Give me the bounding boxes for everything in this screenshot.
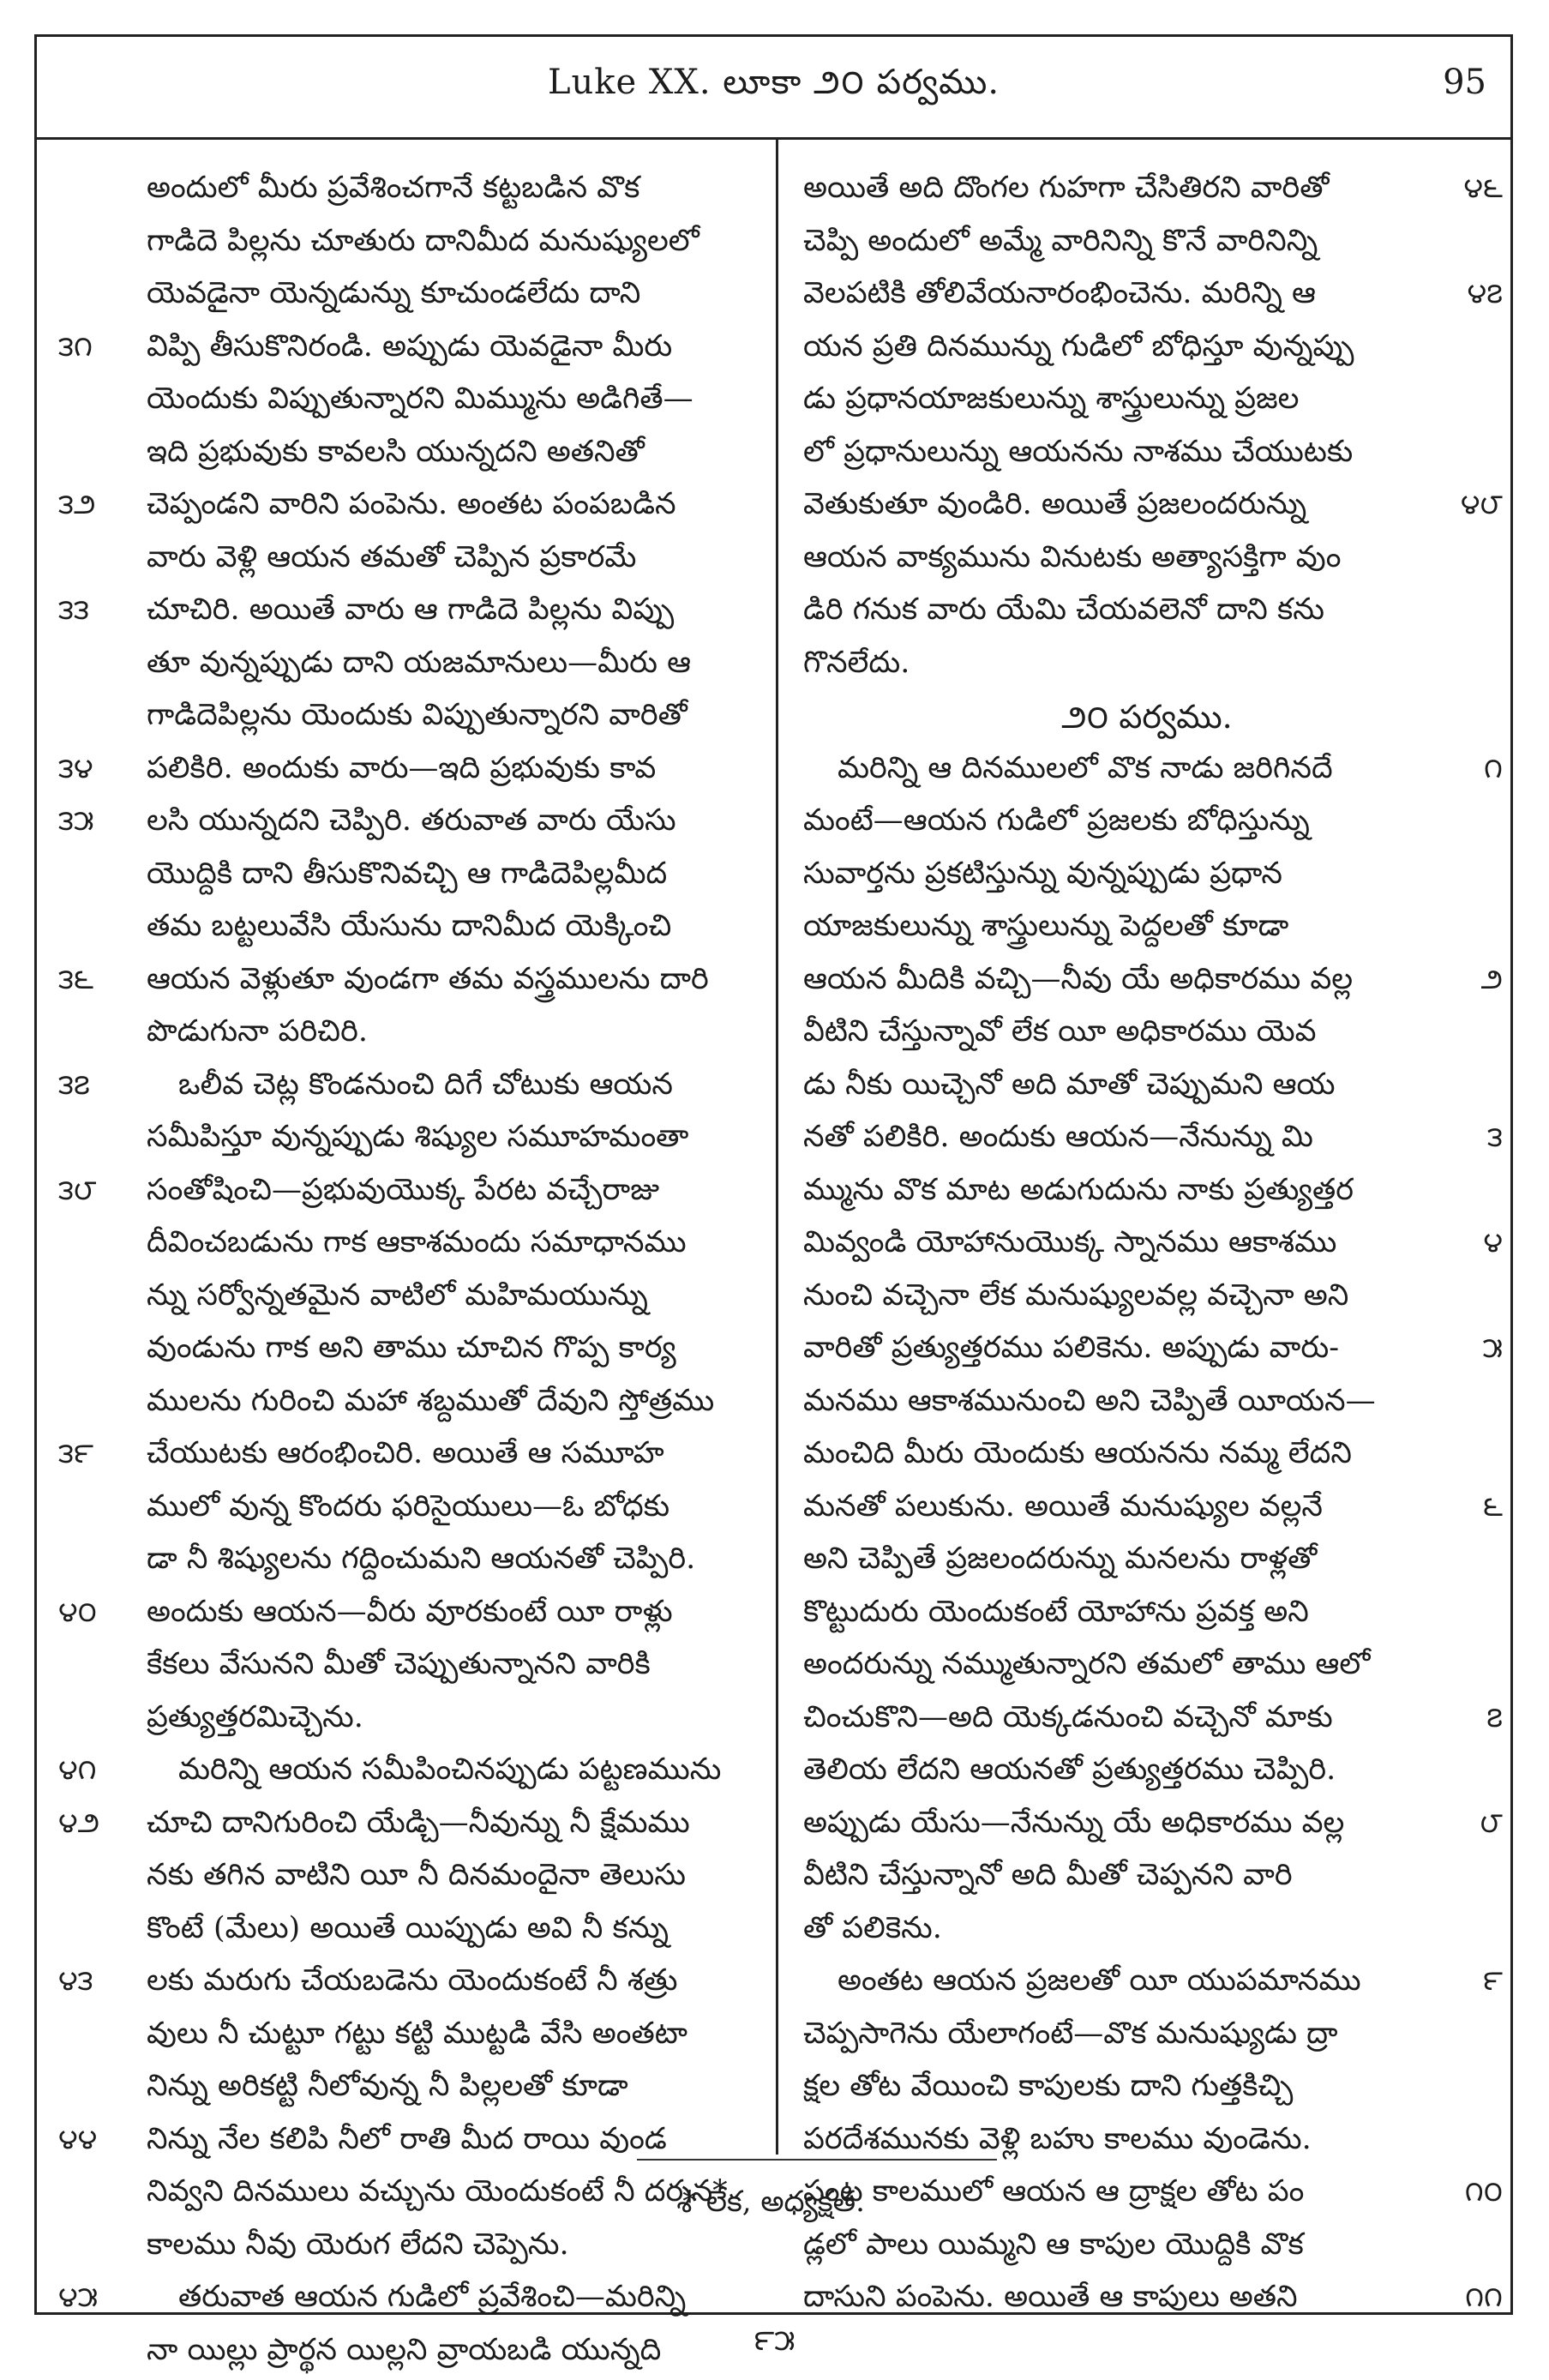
verse-text: పరదేశమునకు వెళ్లి బహు కాలము వుండెను. bbox=[803, 2122, 1312, 2163]
verse-text: సంతోషించి—ప్రభువుయొక్క పేరట వచ్చేరాజు bbox=[147, 1173, 659, 1214]
text-line bbox=[784, 587, 1510, 640]
text-line bbox=[37, 430, 774, 483]
text-line bbox=[784, 746, 1510, 799]
text-line bbox=[784, 376, 1510, 430]
verse-text: పలికిరి. అందుకు వారు—ఇది ప్రభువుకు కావ bbox=[147, 751, 656, 792]
verse-number: ౪౩ bbox=[58, 1963, 144, 2004]
text-line bbox=[37, 1062, 774, 1115]
verse-number: ౬ bbox=[1483, 1489, 1503, 1530]
text-line bbox=[37, 1747, 774, 1800]
verse-text: అందుకు ఆయన—వీరు వూరకుంటే యీ రాళ్లు bbox=[147, 1595, 673, 1636]
verse-text: చించుకొని—అది యెక్కడనుంచి వచ్చెనో మాకు bbox=[803, 1700, 1333, 1741]
verse-text: తమ బట్టలువేసి యేసును దానిమీద యెక్కించి bbox=[147, 909, 671, 950]
verse-number: ౨ bbox=[1480, 962, 1503, 1002]
chapter-heading-text: ౨౦ పర్వము. bbox=[1061, 698, 1233, 744]
text-line bbox=[784, 1325, 1510, 1379]
text-line bbox=[784, 1853, 1510, 1906]
text-line bbox=[784, 1009, 1510, 1062]
verse-text: గాడిదె పిల్లను చూతురు దానిమీద మనుష్యులలో bbox=[147, 224, 699, 265]
verse-text: లసి యున్నదని చెప్పిరి. తరువాత వారు యేసు bbox=[147, 803, 676, 844]
verse-text: మరిన్ని ఆయన సమీపించినప్పుడు పట్టణమును bbox=[178, 1752, 721, 1794]
text-line bbox=[784, 271, 1510, 324]
text-line bbox=[784, 2275, 1510, 2328]
text-line bbox=[37, 1325, 774, 1379]
verse-number: ౩౭ bbox=[58, 1067, 144, 1108]
verse-text: యొద్దికి దాని తీసుకొనివచ్చి ఆ గాడిదెపిల్లమీద bbox=[147, 856, 667, 898]
verse-text: మరిన్ని ఆ దినములలో వొక నాడు జరిగినదే bbox=[838, 751, 1333, 792]
verse-number: ౩౮ bbox=[58, 1173, 144, 1213]
text-line bbox=[37, 1695, 774, 1748]
verse-text: నా యిల్లు ప్రార్థన యిల్లని వ్రాయబడి యున్నది bbox=[147, 2333, 661, 2374]
text-line bbox=[37, 535, 774, 588]
text-line bbox=[37, 1536, 774, 1590]
text-line bbox=[784, 535, 1510, 588]
text-line bbox=[784, 2117, 1510, 2170]
verse-text: ఒలీవ చెట్ల కొండనుంచి దిగే చోటుకు ఆయన bbox=[178, 1067, 673, 1109]
text-line bbox=[784, 2222, 1510, 2275]
verse-text: నిన్ను అరికట్టి నీలోవున్న నీ పిల్లలతో కూడా bbox=[147, 2069, 628, 2110]
verse-number: ౪౧ bbox=[58, 1752, 144, 1793]
text-line bbox=[37, 1853, 774, 1906]
text-line bbox=[37, 957, 774, 1010]
verse-number: ౪ bbox=[1483, 1225, 1503, 1265]
text-line bbox=[784, 904, 1510, 957]
verse-text: డిరి గనుక వారు యేమి చేయవలెనో దాని కను bbox=[803, 592, 1324, 634]
text-line bbox=[784, 1431, 1510, 1484]
verse-text: చెప్పసాగెను యేలాగంటే—వొక మనుష్యుడు ద్రా bbox=[803, 2016, 1338, 2058]
right-column bbox=[784, 165, 1510, 2328]
text-line bbox=[784, 1747, 1510, 1800]
verse-number: ౮ bbox=[1480, 1806, 1504, 1846]
text-line bbox=[37, 219, 774, 272]
verse-text: లకు మరుగు చేయబడెను యెందుకంటే నీ శత్రు bbox=[147, 1963, 677, 2004]
text-line bbox=[784, 324, 1510, 377]
verse-text: డ్లలో పాలు యిమ్మని ఆ కాపుల యొద్దికి వొక bbox=[803, 2227, 1304, 2269]
verse-text: నతో పలికిరి. అందుకు ఆయన—నేనున్ను మి bbox=[803, 1120, 1313, 1161]
text-line bbox=[784, 2011, 1510, 2064]
verse-text: డు నీకు యిచ్చెనో అది మాతో చెప్పుమని ఆయ bbox=[803, 1067, 1336, 1109]
verse-text: చెప్పి అందులో అమ్మే వారినిన్ని కొనే వారినిన్ని bbox=[803, 224, 1318, 265]
text-line bbox=[784, 1906, 1510, 1959]
verse-text: కొంటే (మేలు) అయితే యిప్పుడు అవి నీ కన్ను bbox=[147, 1911, 669, 1952]
text-line bbox=[784, 1062, 1510, 1115]
verse-text: ఆయన వాక్యమును వినుటకు అత్యాసక్తిగా వుం bbox=[803, 540, 1341, 581]
text-line bbox=[784, 430, 1510, 483]
verse-text: డా నీ శిష్యులను గద్దించుమని ఆయనతో చెప్పిరి. bbox=[147, 1542, 695, 1583]
verse-number: ౩౬ bbox=[58, 962, 144, 1002]
verse-text: తరువాత ఆయన గుడిలో ప్రవేశించి—మరిన్ని bbox=[178, 2280, 686, 2321]
verse-text: కేకలు వేసునని మీతో చెప్పుతున్నానని వారికి bbox=[147, 1647, 651, 1688]
verse-text: తెలియ లేదని ఆయనతో ప్రత్యుత్తరము చెప్పిరి. bbox=[803, 1752, 1336, 1794]
verse-text: సువార్తను ప్రకటిస్తున్ను వున్నప్పుడు ప్రధాన bbox=[803, 856, 1282, 898]
verse-text: అప్పుడు యేసు—నేనున్ను యే అధికారము వల్ల bbox=[803, 1806, 1344, 1847]
verse-text: కాలము నీవు యెరుగ లేదని చెప్పెను. bbox=[147, 2227, 569, 2269]
page-number: 95 bbox=[1443, 63, 1486, 102]
verse-text: యెవడైనా యెన్నడున్ను కూచుండలేదు దాని bbox=[147, 276, 640, 317]
text-line bbox=[784, 219, 1510, 272]
text-line bbox=[784, 1800, 1510, 1854]
verse-text: నివ్వని దినములు వచ్చును యెందుకంటే నీ దర్శన* bbox=[147, 2174, 728, 2215]
text-line bbox=[784, 1115, 1510, 1168]
verse-text: ములో వున్న కొందరు ఫరిసైయులు—ఓ బోధకు bbox=[147, 1489, 669, 1530]
text-line bbox=[37, 904, 774, 957]
text-line bbox=[37, 2011, 774, 2064]
verse-text: మనతో పలుకును. అయితే మనుష్యుల వల్లనే bbox=[803, 1489, 1323, 1530]
verse-number: ౧౧ bbox=[1465, 2280, 1503, 2320]
verse-text: దీవించబడును గాక ఆకాశమందు సమాధానము bbox=[147, 1225, 687, 1266]
footnote: * లేక, అధ్యక్షత. bbox=[37, 2185, 1510, 2226]
verse-number: ౭ bbox=[1486, 1700, 1503, 1740]
verse-text: మనము ఆకాశమునుంచి అని చెప్పితే యీయన— bbox=[803, 1384, 1376, 1425]
text-line bbox=[37, 324, 774, 377]
verse-text: పంట కాలములో ఆయన ఆ ద్రాక్షల తోట పం bbox=[803, 2174, 1304, 2215]
verse-text: చూచి దానిగురించి యేడ్చి—నీవున్ను నీ క్షేమము bbox=[147, 1806, 690, 1847]
verse-text: చెప్పండని వారిని పంపెను. అంతట పంపబడిన bbox=[147, 487, 676, 528]
verse-text: అందులో మీరు ప్రవేశించగానే కట్టబడిన వొక bbox=[147, 171, 639, 212]
verse-number: ౪౨ bbox=[58, 1806, 144, 1846]
text-line bbox=[37, 1168, 774, 1221]
verse-text: యెందుకు విప్పుతున్నారని మిమ్మును అడిగితే— bbox=[147, 382, 693, 423]
column-divider bbox=[776, 140, 778, 2155]
verse-text: గాడిదెపిల్లను యెందుకు విప్పుతున్నారని వారితో bbox=[147, 698, 687, 739]
text-line bbox=[37, 271, 774, 324]
verse-text: ప్రత్యుత్తరమిచ్చెను. bbox=[147, 1700, 363, 1741]
text-line bbox=[784, 1220, 1510, 1273]
text-line bbox=[37, 376, 774, 430]
verse-number: ౪౪ bbox=[58, 2122, 144, 2162]
verse-text: మ్మును వొక మాట అడుగుదును నాకు ప్రత్యుత్తర bbox=[803, 1173, 1354, 1214]
text-line bbox=[37, 798, 774, 851]
verse-number: ౩౯ bbox=[58, 1436, 144, 1476]
verse-number: ౪౭ bbox=[1467, 276, 1503, 316]
verse-number: ౩౩ bbox=[58, 592, 144, 633]
verse-number: ౪౦ bbox=[58, 1595, 144, 1635]
verse-text: లో ప్రధానులున్ను ఆయనను నాశము చేయుటకు bbox=[803, 435, 1353, 476]
text-line bbox=[37, 482, 774, 535]
verse-text: వారు వెళ్లి ఆయన తమతో చెప్పిన ప్రకారమే bbox=[147, 540, 636, 581]
verse-text: నిన్ను నేల కలిపి నీలో రాతి మీద రాయి వుండ bbox=[147, 2122, 667, 2163]
verse-text: ఆయన వెళ్లుతూ వుండగా తమ వస్త్రములను దారి bbox=[147, 962, 709, 1003]
text-line bbox=[784, 1379, 1510, 1432]
verse-number: ౪౮ bbox=[1461, 487, 1503, 527]
verse-number: ౩ bbox=[1487, 1120, 1503, 1160]
verse-text: చూచిరి. అయితే వారు ఆ గాడిదె పిల్లను విప్పు bbox=[147, 592, 674, 634]
text-line bbox=[784, 1695, 1510, 1748]
text-line bbox=[37, 1009, 774, 1062]
verse-number: ౩౪ bbox=[58, 751, 144, 791]
verse-text: నుంచి వచ్చెనా లేక మనుష్యులవల్ల వచ్చెనా అని bbox=[803, 1278, 1348, 1319]
verse-text: వెతుకుతూ వుండిరి. అయితే ప్రజలందరున్ను bbox=[803, 487, 1306, 528]
verse-number: ౧౦ bbox=[1465, 2174, 1503, 2215]
text-line bbox=[37, 2117, 774, 2170]
verse-text: వారితో ప్రత్యుత్తరము పలికెను. అప్పుడు వారు- bbox=[803, 1331, 1339, 1372]
text-line bbox=[37, 2222, 774, 2275]
verse-text: వెలపటికి తోలివేయనారంభించెను. మరిన్ని ఆ bbox=[803, 276, 1316, 317]
text-line bbox=[37, 2064, 774, 2117]
verse-text: మివ్వండి యోహానుయొక్క స్నానము ఆకాశము bbox=[803, 1225, 1336, 1266]
text-line bbox=[784, 1536, 1510, 1590]
verse-text: చేయుటకు ఆరంభించిరి. అయితే ఆ సమూహ bbox=[147, 1436, 664, 1477]
left-column bbox=[37, 165, 774, 2380]
verse-text: న్ను సర్వోన్నతమైన వాటిలో మహిమయున్ను bbox=[147, 1278, 648, 1319]
verse-text: క్షల తోట వేయించి కాపులకు దాని గుత్తకిచ్చి bbox=[803, 2069, 1293, 2110]
verse-text: గొనలేదు. bbox=[803, 646, 910, 687]
text-line bbox=[37, 1220, 774, 1273]
running-header bbox=[37, 37, 1510, 140]
verse-number: ౪౫ bbox=[58, 2280, 144, 2320]
text-line bbox=[784, 1642, 1510, 1695]
verse-text: వులు నీ చుట్టూ గట్టు కట్టి ముట్టడి వేసి అంతటా bbox=[147, 2016, 687, 2058]
text-line bbox=[784, 1273, 1510, 1326]
verse-number: ౩౧ bbox=[58, 329, 144, 370]
text-line bbox=[784, 957, 1510, 1010]
text-line bbox=[37, 746, 774, 799]
verse-number: ౪౬ bbox=[1463, 171, 1503, 211]
verse-text: ఆయన మీదికి వచ్చి—నీవు యే అధికారము వల్ల bbox=[803, 962, 1353, 1003]
text-line bbox=[37, 1273, 774, 1326]
verse-text: యాజకులున్ను శాస్త్రులున్ను పెద్దలతో కూడా bbox=[803, 909, 1288, 950]
verse-text: అయితే అది దొంగల గుహగా చేసితిరని వారితో bbox=[803, 171, 1329, 212]
chapter-heading bbox=[784, 693, 1510, 746]
text-line bbox=[784, 1168, 1510, 1221]
text-line bbox=[784, 640, 1510, 694]
verse-text: ములను గురించి మహా శబ్దముతో దేవుని స్తోత్రము bbox=[147, 1384, 714, 1425]
verse-text: వుండును గాక అని తాము చూచిన గొప్ప కార్య bbox=[147, 1331, 676, 1372]
verse-text: నకు తగిన వాటిని యీ నీ దినమందైనా తెలుసు bbox=[147, 1858, 686, 1899]
text-line bbox=[37, 1115, 774, 1168]
text-line bbox=[784, 1484, 1510, 1537]
footnote-rule bbox=[637, 2159, 997, 2161]
text-line bbox=[37, 1906, 774, 1959]
verse-text: మంటే—ఆయన గుడిలో ప్రజలకు బోధిస్తున్ను bbox=[803, 803, 1310, 844]
verse-number: ౩౫ bbox=[58, 803, 144, 844]
text-line bbox=[37, 165, 774, 219]
verse-text: డు ప్రధానయాజకులున్ను శాస్త్రులున్ను ప్రజల bbox=[803, 382, 1299, 423]
text-line bbox=[37, 1642, 774, 1695]
verse-text: కొట్టుదురు యెందుకంటే యోహాను ప్రవక్త అని bbox=[803, 1595, 1309, 1636]
verse-text: వీటిని చేస్తున్నావో లేక యీ అధికారము యెవ bbox=[803, 1014, 1316, 1055]
verse-text: తో పలికెను. bbox=[803, 1911, 942, 1952]
verse-number: ౧ bbox=[1484, 751, 1503, 791]
text-line bbox=[37, 1379, 774, 1432]
signature-mark: ౯౫ bbox=[0, 2323, 1549, 2365]
verse-text: పొడుగునా పరిచిరి. bbox=[147, 1014, 368, 1055]
verse-text: అంతట ఆయన ప్రజలతో యీ యుపమానము bbox=[838, 1963, 1361, 2004]
text-line bbox=[37, 1590, 774, 1643]
verse-number: ౯ bbox=[1483, 1963, 1503, 2004]
text-line bbox=[37, 1484, 774, 1537]
verse-number: ౫ bbox=[1483, 1331, 1503, 1371]
text-line bbox=[784, 482, 1510, 535]
text-line bbox=[37, 1958, 774, 2011]
text-line bbox=[784, 165, 1510, 219]
text-line bbox=[37, 1800, 774, 1854]
text-line bbox=[784, 1590, 1510, 1643]
text-line bbox=[37, 640, 774, 694]
page-frame bbox=[34, 34, 1513, 2315]
verse-text: విప్పి తీసుకొనిరండి. అప్పుడు యెవడైనా మీరు bbox=[147, 329, 672, 370]
text-line bbox=[37, 2275, 774, 2328]
verse-text: దాసుని పంపెను. అయితే ఆ కాపులు అతని bbox=[803, 2280, 1298, 2321]
text-line bbox=[37, 1431, 774, 1484]
text-line bbox=[784, 2064, 1510, 2117]
text-line bbox=[784, 851, 1510, 905]
verse-text: మంచిది మీరు యెందుకు ఆయనను నమ్మ లేదని bbox=[803, 1436, 1352, 1477]
text-line bbox=[784, 798, 1510, 851]
verse-text: తూ వున్నప్పుడు దాని యజమానులు—మీరు ఆ bbox=[147, 646, 691, 687]
verse-text: యన ప్రతి దినమున్ను గుడిలో బోధిస్తూ వున్నప్పు bbox=[803, 329, 1354, 370]
verse-text: ఇది ప్రభువుకు కావలసి యున్నదని అతనితో bbox=[147, 435, 645, 476]
verse-number: ౩౨ bbox=[58, 487, 144, 527]
text-line bbox=[37, 693, 774, 746]
verse-text: అందరున్ను నమ్ముతున్నారని తమలో తాము ఆలో bbox=[803, 1647, 1370, 1688]
verse-text: వీటిని చేస్తున్నానో అది మీతో చెప్పనని వారి bbox=[803, 1858, 1293, 1899]
text-line bbox=[37, 587, 774, 640]
text-line bbox=[37, 851, 774, 905]
verse-text: సమీపిస్తూ వున్నప్పుడు శిష్యుల సమూహమంతా bbox=[147, 1120, 688, 1161]
page-title: Luke XX. లూకా ౨౦ పర్వము. bbox=[37, 63, 1510, 111]
verse-text: అని చెప్పితే ప్రజలందరున్ను మనలను రాళ్లతో bbox=[803, 1542, 1317, 1583]
text-line bbox=[784, 1958, 1510, 2011]
